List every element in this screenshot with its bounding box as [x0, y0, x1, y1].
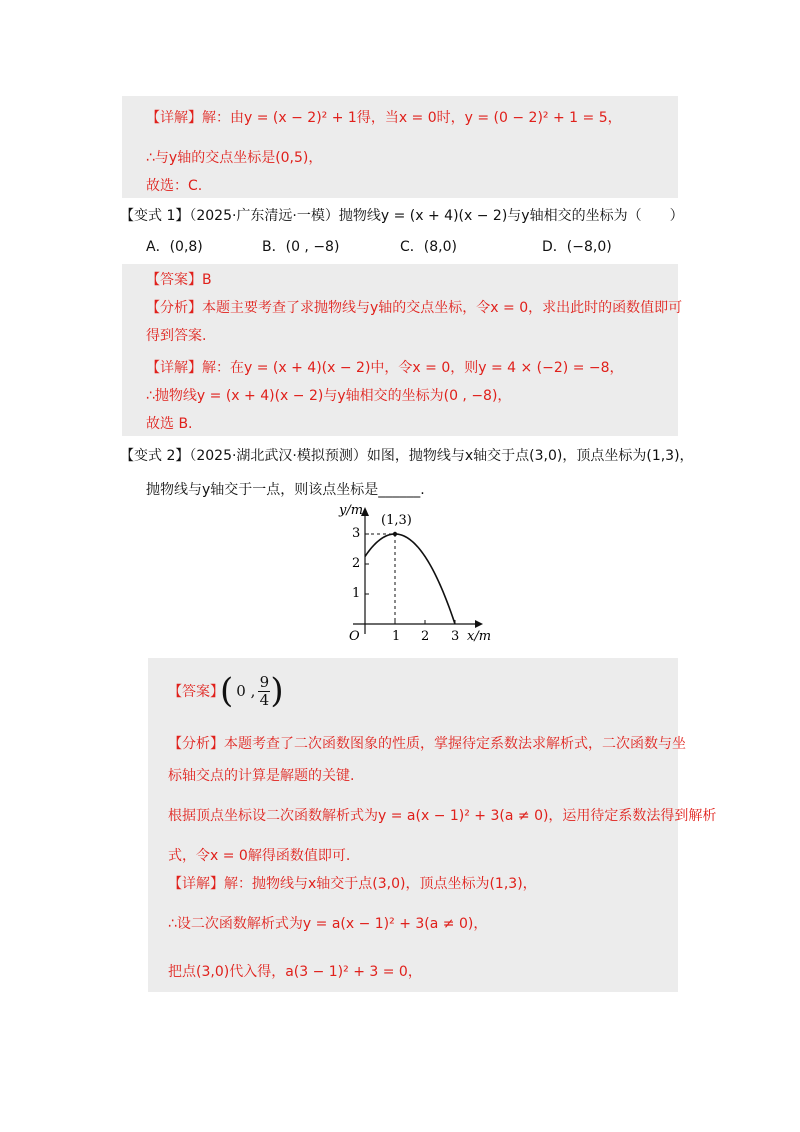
option-c: C．(8,0) [400, 239, 457, 255]
vertex-point [393, 532, 397, 536]
analysis-line-4: 式，令x = 0解得函数值即可. [168, 848, 351, 864]
x-axis-label: x/m [467, 629, 492, 644]
y-axis-label: y/m [339, 503, 364, 518]
option-d: D．(−8,0) [542, 239, 612, 255]
question-1-stem: 【变式 1】（2025·广东清远·一模）抛物线y = (x + 4)(x − 2)与y轴相交的坐标为（ ） [120, 208, 684, 224]
x-tick-label-1: 1 [392, 629, 401, 644]
analysis-line-2: 标轴交点的计算是解题的关键. [168, 768, 355, 784]
vertex-label: (1,3) [381, 513, 412, 528]
analysis-line-3: 根据顶点坐标设二次函数解析式为y = a(x − 1)² + 3(a ≠ 0)，运用待定系数法得到解析 [168, 808, 717, 824]
question-2-stem-line-2: 抛物线与y轴交于一点，则该点坐标是______. [146, 482, 425, 498]
fraction-denominator: 4 [259, 690, 270, 709]
detail-line-2: ∴抛物线y = (x + 4)(x − 2)与y轴相交的坐标为(0 , −8)， [146, 388, 512, 404]
detail-line-3: 故选：C. [146, 178, 203, 194]
parabola-curve [365, 534, 455, 624]
answer-label: 【答案】 [168, 684, 224, 700]
answer-line: 【答案】B [146, 272, 212, 288]
detail-line-2: ∴设二次函数解析式为y = a(x − 1)² + 3(a ≠ 0)， [168, 916, 488, 932]
origin-label: O [349, 629, 360, 644]
option-b: B．(0 , −8) [262, 239, 340, 255]
analysis-line-1: 【分析】本题主要考查了求抛物线与y轴的交点坐标，令x = 0，求出此时的函数值即可 [146, 300, 683, 316]
x-tick-label-3: 3 [451, 629, 460, 644]
question-2-stem-line-1: 【变式 2】（2025·湖北武汉·模拟预测）如图，抛物线与x轴交于点(3,0)，顶点坐标为(1,3)， [120, 448, 694, 464]
answer-paren-left: ( [220, 671, 234, 711]
fraction-numerator: 9 [259, 672, 270, 691]
x-tick-label-2: 2 [421, 629, 430, 644]
y-tick-label-1: 1 [352, 586, 361, 601]
analysis-line-2: 得到答案. [146, 328, 207, 344]
y-tick-label-3: 3 [352, 526, 361, 541]
answer-fraction [258, 674, 270, 709]
parabola-figure [325, 502, 515, 652]
x-axis-arrow [475, 620, 483, 628]
detail-line-1: 【详解】解：抛物线与x轴交于点(3,0)，顶点坐标为(1,3)， [168, 876, 537, 892]
option-a: A．(0,8) [146, 239, 203, 255]
detail-line-3: 把点(3,0)代入得，a(3 − 1)² + 3 = 0， [168, 964, 422, 980]
answer-value [220, 668, 284, 714]
answer-paren-right: ) [270, 671, 284, 711]
analysis-line-1: 【分析】本题考查了二次函数图象的性质，掌握待定系数法求解析式，二次函数与坐 [168, 736, 686, 752]
detail-line-3: 故选 B. [146, 416, 193, 432]
detail-line-2: ∴与y轴的交点坐标是(0,5)， [146, 150, 323, 166]
detail-line-1: 【详解】解：由y = (x − 2)² + 1得，当x = 0时，y = (0 − 2)² + 1 = 5， [146, 110, 622, 126]
y-tick-label-2: 2 [352, 556, 361, 571]
detail-line-1: 【详解】解：在y = (x + 4)(x − 2)中，令x = 0，则y = 4 × (−2) = −8， [146, 360, 624, 376]
answer-left: 0 , [236, 682, 256, 700]
